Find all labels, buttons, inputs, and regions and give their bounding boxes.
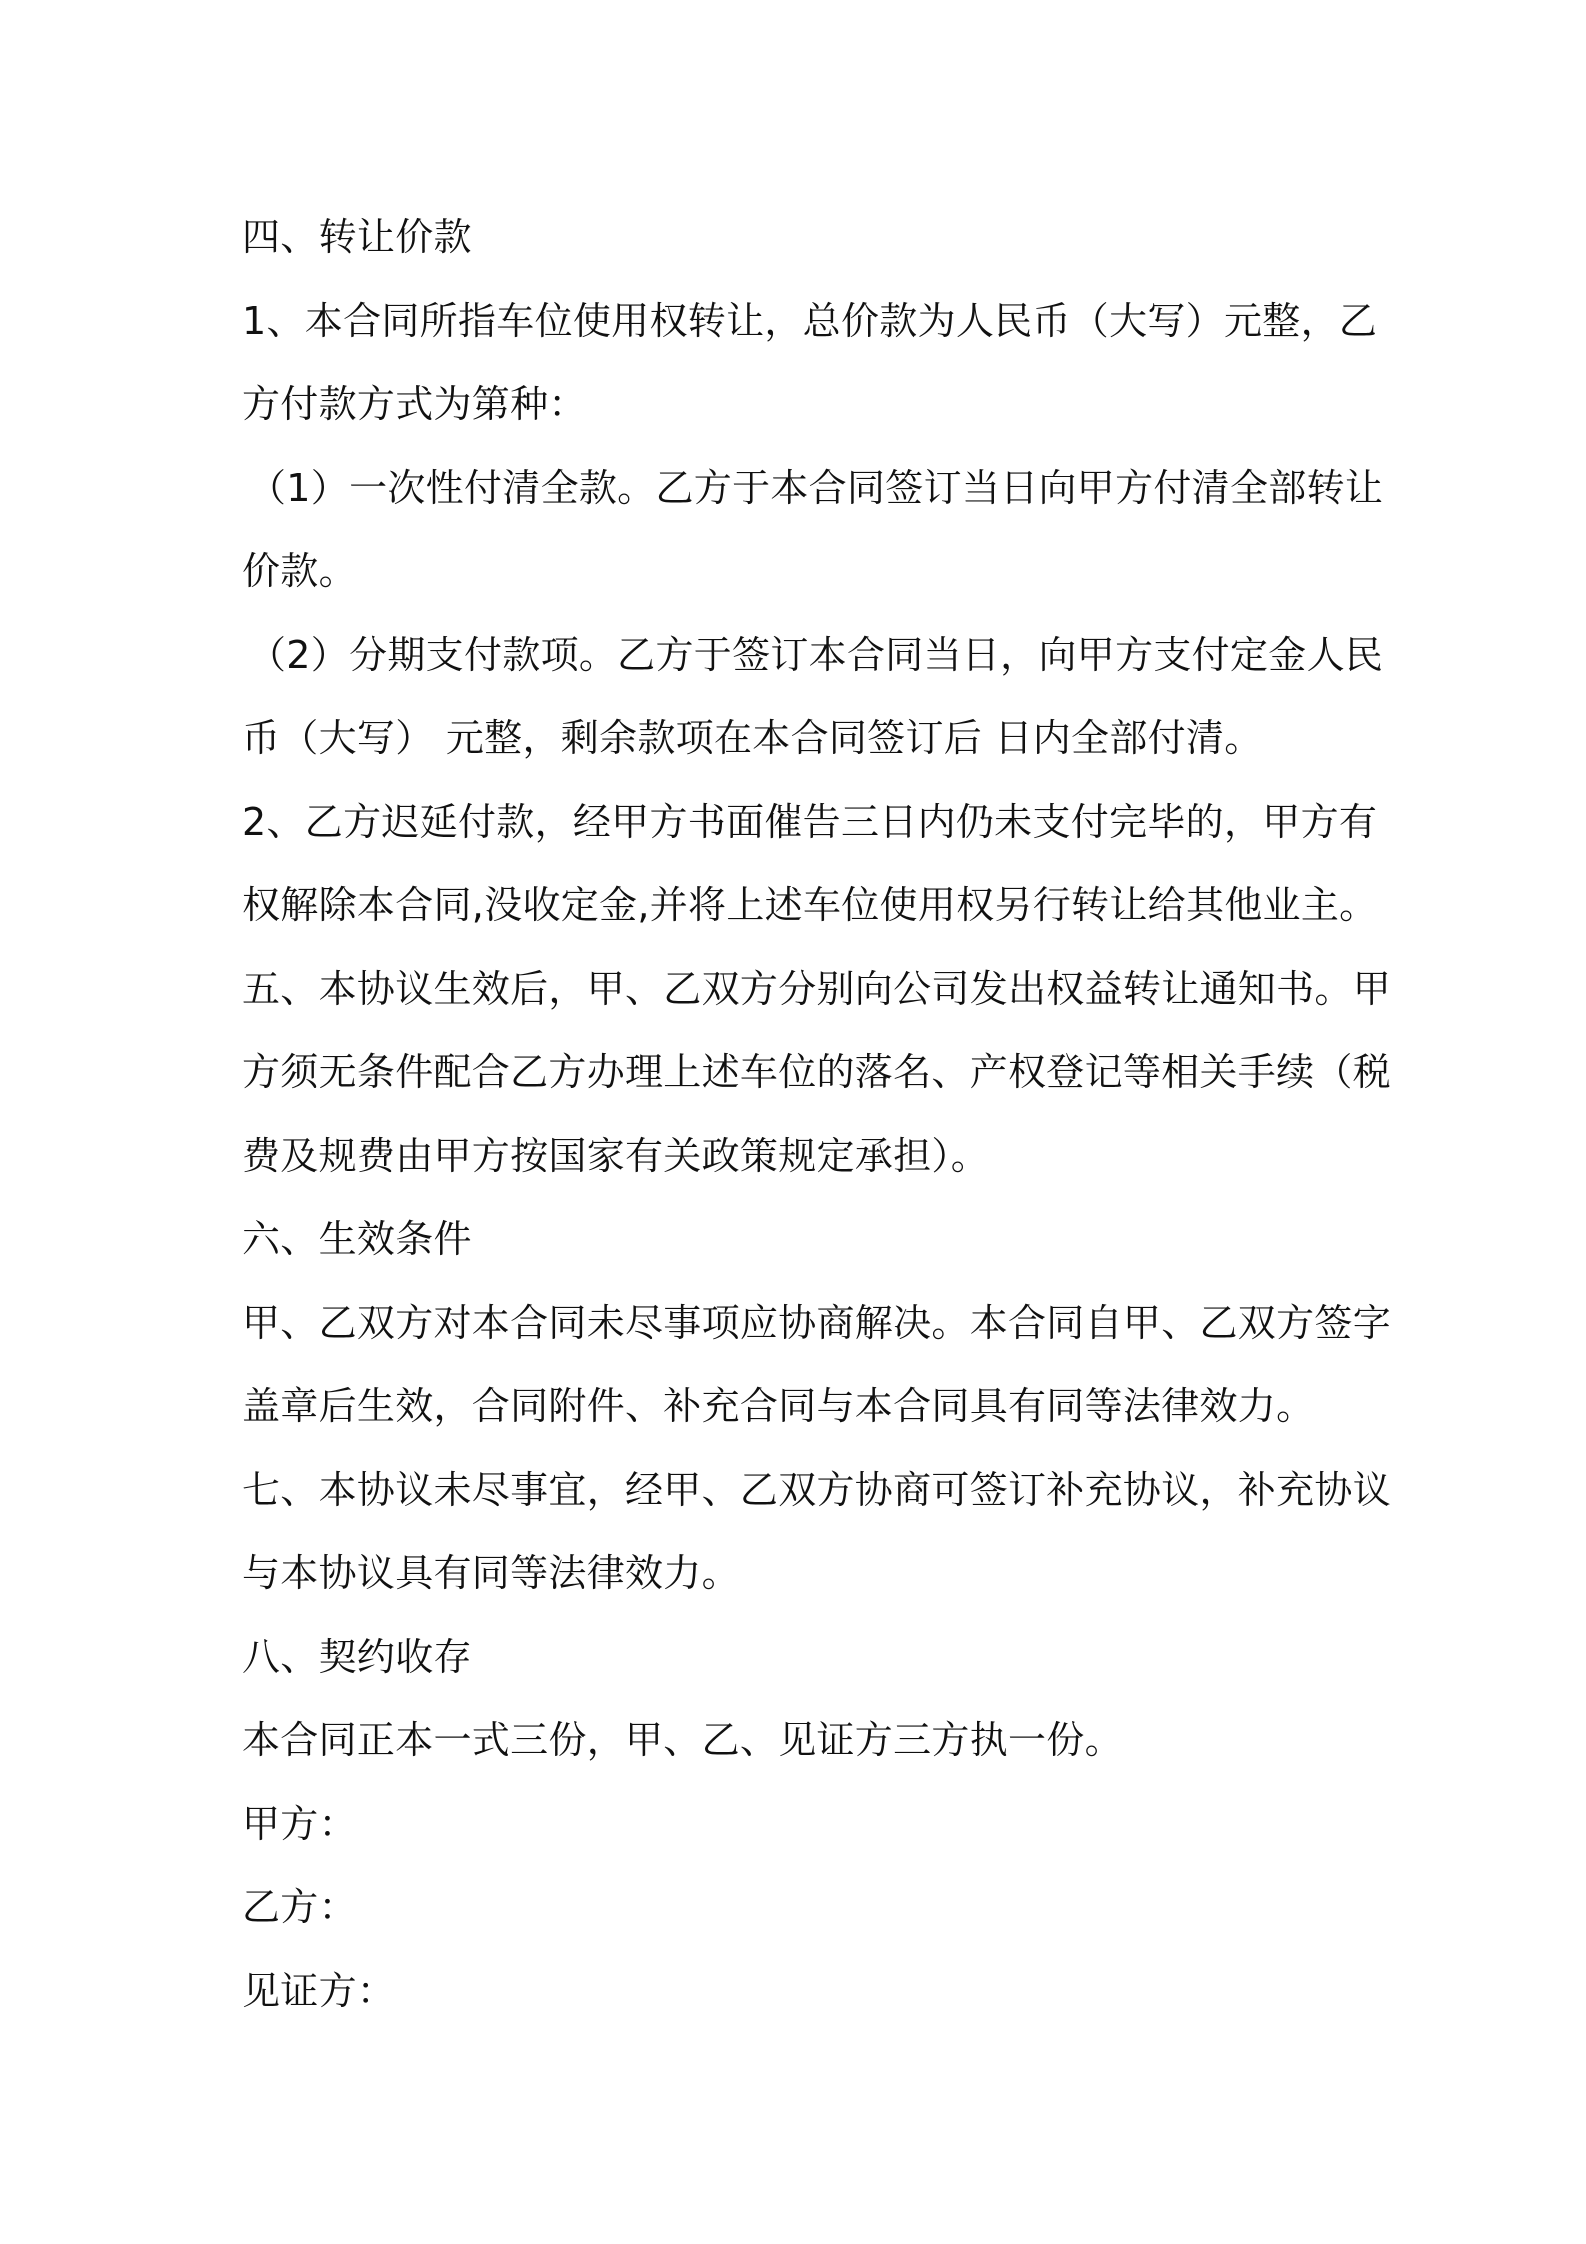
paragraph-line: （1）一次性付清全款。乙方于本合同签订当日向甲方付清全部转让: [248, 465, 1384, 510]
paragraph-line: 盖章后生效，合同附件、补充合同与本合同具有同等法律效力。: [242, 1384, 1315, 1428]
paragraph-line: 七、本协议未尽事宜，经甲、乙双方协商可签订补充协议，补充协议: [242, 1467, 1392, 1512]
paragraph-line: 方须无条件配合乙方办理上述车位的落名、产权登记等相关手续（税: [242, 1050, 1392, 1094]
paragraph-line: 与本协议具有同等法律效力。: [242, 1551, 740, 1595]
paragraph-line: 价款。: [242, 549, 357, 593]
paragraph-line: 费及规费由甲方按国家有关政策规定承担）。: [242, 1133, 990, 1178]
section-heading-price: 四、转让价款: [242, 215, 472, 259]
signature-party-b: 乙方：: [242, 1885, 357, 1929]
paragraph-line: 甲、乙双方对本合同未尽事项应协商解决。本合同自甲、乙双方签字: [242, 1300, 1392, 1345]
paragraph-line: （2）分期支付款项。乙方于签订本合同当日，向甲方支付定金人民: [248, 632, 1384, 677]
paragraph-line: 本合同正本一式三份，甲、乙、见证方三方执一份。: [242, 1718, 1123, 1762]
document-body: [242, 196, 1392, 2033]
paragraph-line: 2、乙方迟延付款，经甲方书面催告三日内仍未支付完毕的，甲方有: [242, 799, 1378, 844]
section-heading-contract-keeping: 八、契约收存: [242, 1634, 472, 1679]
paragraph-line: 币（大写） 元整，剩余款项在本合同签订后 日内全部付清。: [242, 716, 1263, 760]
paragraph-line: 五、本协议生效后，甲、乙双方分别向公司发出权益转让通知书。甲: [242, 966, 1392, 1011]
section-heading-effective-conditions: 六、生效条件: [242, 1217, 472, 1261]
signature-party-a: 甲方：: [242, 1801, 357, 1846]
paragraph-line: 方付款方式为第种：: [242, 382, 587, 426]
paragraph-line: 权解除本合同,没收定金,并将上述车位使用权另行转让给其他业主。: [242, 883, 1378, 927]
paragraph-line: 1、本合同所指车位使用权转让，总价款为人民币（大写）元整，乙: [242, 298, 1378, 343]
signature-witness: 见证方：: [242, 1968, 396, 2013]
